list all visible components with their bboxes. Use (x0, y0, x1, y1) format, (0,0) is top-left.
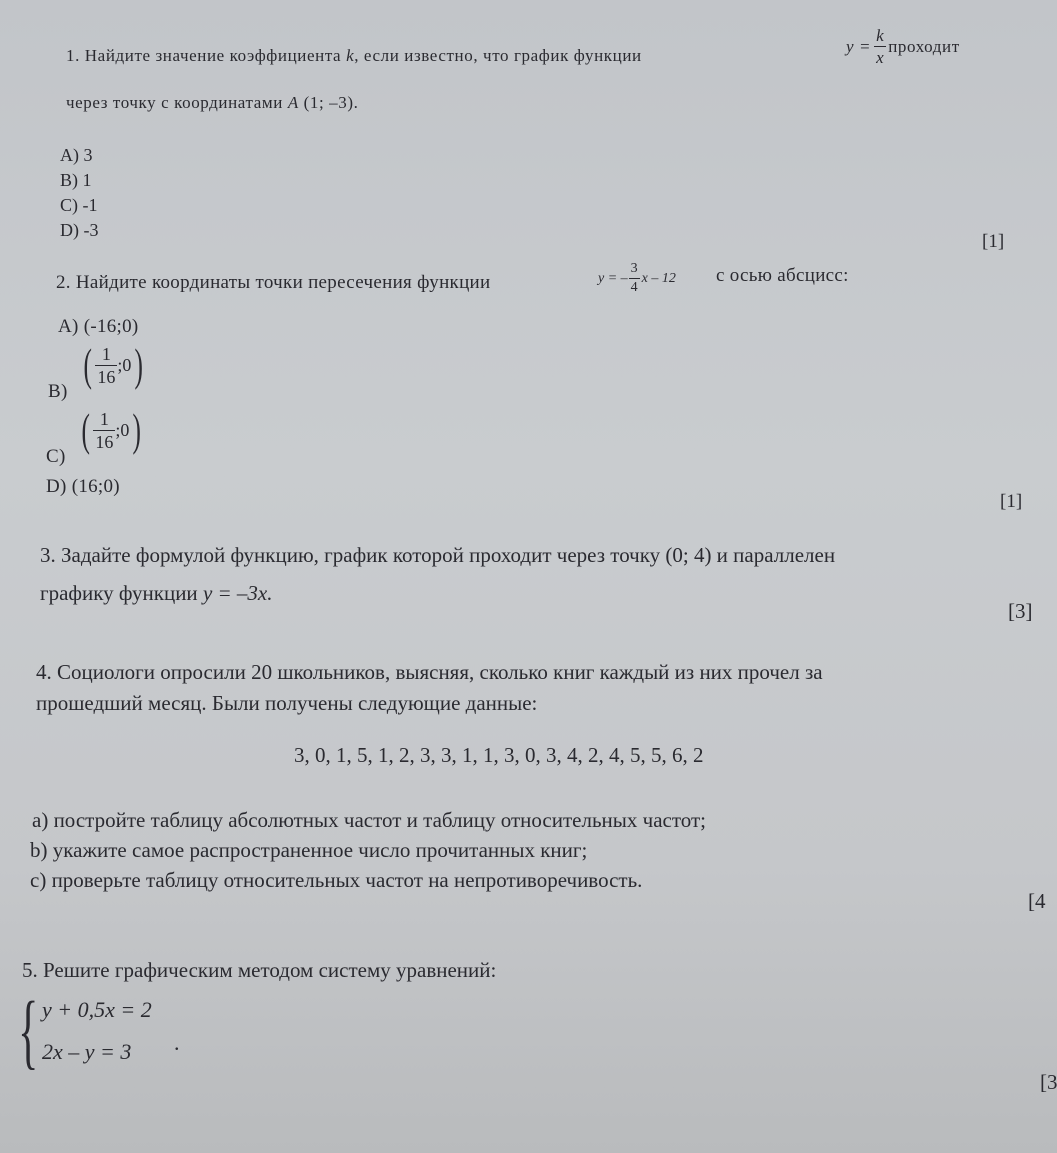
q5-title: 5. Решите графическим методом систему уравнений: (22, 958, 497, 982)
q4-data: 3, 0, 1, 5, 1, 2, 3, 3, 1, 1, 3, 0, 3, 4, 2, 4, 5, 5, 6, 2 (294, 743, 704, 767)
q4-line2: прошедший месяц. Были получены следующие данные: (36, 691, 538, 715)
q2-option-c-fraction (93, 410, 115, 451)
q4-item-a: a) постройте таблицу абсолютных частот и таблицу относительных частот; (32, 808, 706, 832)
q3-line2 (40, 581, 273, 606)
q5-eq2: 2x – y = 3 (42, 1039, 132, 1064)
q3-mark: [3] (1008, 599, 1033, 623)
q1-text-a: 1. Найдите значение коэффициента (66, 46, 347, 65)
q1-text-b: , если известно, что график функции (354, 46, 642, 65)
q1-option-a: A) 3 (60, 145, 93, 165)
q5-system-brace: { (18, 985, 39, 1078)
q1-fraction (874, 27, 886, 66)
q5-mark: [3 (1040, 1070, 1057, 1094)
q1-line1 (66, 46, 642, 66)
q1-fraction-den: x (876, 48, 885, 67)
q2-fraction-den: 4 (630, 280, 638, 295)
q2-mark: [1] (1000, 491, 1023, 512)
q2-option-c-label: C) (46, 446, 66, 467)
q2-option-b-lparen: ( (83, 339, 92, 390)
q4-item-c: c) проверьте таблицу относительных частот на непротиворечивость. (30, 868, 643, 892)
q1-option-c: C) -1 (60, 195, 98, 215)
q1-formula-y: y = (846, 36, 872, 56)
q3-line1: 3. Задайте формулой функцию, график которой проходит через точку (0; 4) и параллелен (40, 543, 836, 567)
q1-fraction-num: k (876, 26, 885, 45)
q1-formula (846, 27, 960, 66)
q2-fraction-num: 3 (629, 262, 640, 279)
q1-text-c: проходит (888, 36, 960, 56)
q2-option-b-rparen: ) (134, 339, 144, 390)
q2-option-c-den: 16 (95, 431, 114, 452)
q1-line2-text: через точку с координатами (66, 93, 288, 112)
q2-option-c-rparen: ) (132, 404, 142, 455)
q1-point-name: A (287, 93, 299, 112)
q2-option-d: D) (16;0) (46, 476, 120, 497)
q2-option-b-tail: ;0 (117, 354, 132, 375)
q2-option-c-tail: ;0 (115, 419, 130, 440)
q5-eq1: y + 0,5x = 2 (42, 997, 152, 1022)
q2-text-b: с осью абсцисс: (716, 265, 849, 286)
q2-formula-pre: y = – (598, 270, 628, 286)
q2-option-b-label: B) (48, 381, 68, 402)
q2-option-c-value (78, 404, 145, 455)
q1-var-k: k (346, 46, 355, 65)
q2-option-b-fraction (95, 345, 117, 386)
q1-option-b: B) 1 (60, 170, 92, 190)
q1-point-coords: (1; –3). (298, 93, 359, 112)
q1-option-d: D) -3 (60, 220, 99, 240)
q2-option-b-num: 1 (95, 345, 117, 366)
q4-mark: [4 (1028, 889, 1046, 913)
q2-option-c-lparen: ( (81, 404, 90, 455)
q2-option-a: A) (-16;0) (58, 316, 139, 337)
q1-mark: [1] (982, 231, 1005, 252)
q2-option-b-value (80, 339, 147, 390)
q2-formula-post: x – 12 (641, 270, 676, 286)
q2-fraction (629, 262, 640, 295)
q4-item-b: b) укажите самое распространенное число прочитанных книг; (30, 838, 588, 862)
q3-formula: y = –3x. (202, 581, 273, 605)
q2-option-c-num: 1 (93, 410, 115, 431)
q5-dot: . (174, 1030, 180, 1055)
q2-text-a: 2. Найдите координаты точки пересечения функции (56, 272, 491, 293)
q2-formula (598, 262, 676, 295)
q4-line1: 4. Социологи опросили 20 школьников, выясняя, сколько книг каждый из них прочел за (36, 660, 823, 684)
q3-line2-text: графику функции (40, 581, 203, 605)
q2-option-b-den: 16 (97, 366, 116, 387)
q1-line2 (66, 93, 359, 113)
